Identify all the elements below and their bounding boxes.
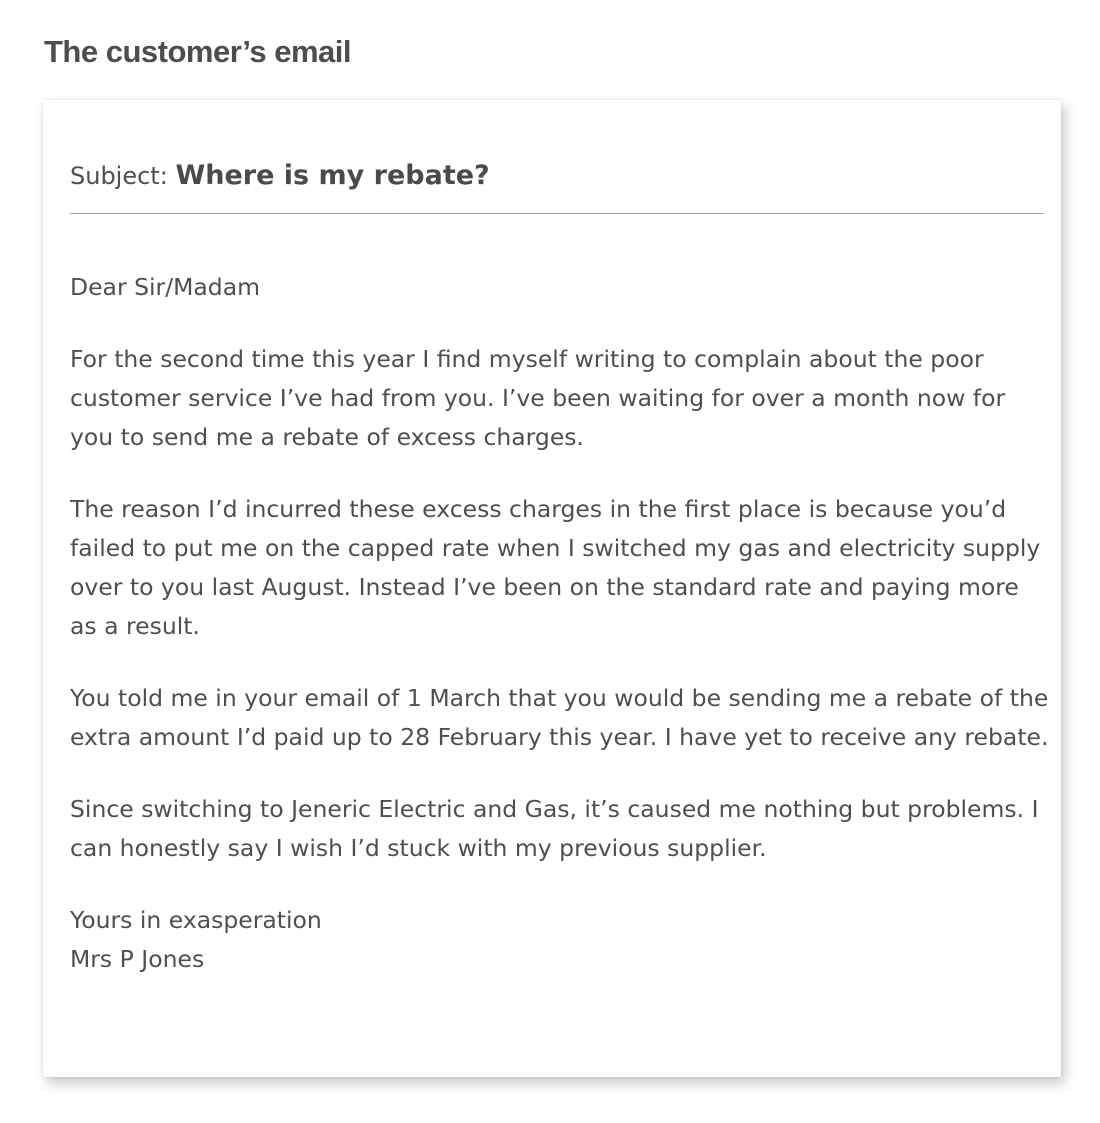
email-paragraph-2: The reason I’d incurred these excess charges in the first place is because you’d failed to put me on the capped rate when I switched my gas and electricity supply over to you last August. Instead I’ve been on the standard rate and paying more as a result. [70, 495, 1041, 640]
email-subject-line [70, 156, 490, 196]
page-title: The customer’s email [44, 34, 352, 69]
email-paragraph-1: For the second time this year I find myself writing to complain about the poor customer service I’ve had from you. I’ve been waiting for over a month now for you to send me a rebate of excess charges. [70, 345, 1006, 451]
email-signoff: Yours in exasperation [70, 906, 322, 934]
email-signature: Mrs P Jones [70, 945, 205, 973]
subject-divider [70, 213, 1044, 214]
email-paragraph-3: You told me in your email of 1 March that you would be sending me a rebate of the extra amount I’d paid up to 28 February this year. I have yet to receive any rebate. [70, 684, 1049, 751]
email-greeting: Dear Sir/Madam [70, 273, 260, 301]
subject-label: Subject: [70, 162, 168, 190]
subject-text: Where is my rebate? [175, 160, 490, 191]
email-body [70, 268, 1050, 979]
email-paragraph-4: Since switching to Jeneric Electric and Gas, it’s caused me nothing but problems. I can honestly say I wish I’d stuck with my previous supplier. [70, 795, 1039, 862]
email-card [43, 100, 1061, 1077]
